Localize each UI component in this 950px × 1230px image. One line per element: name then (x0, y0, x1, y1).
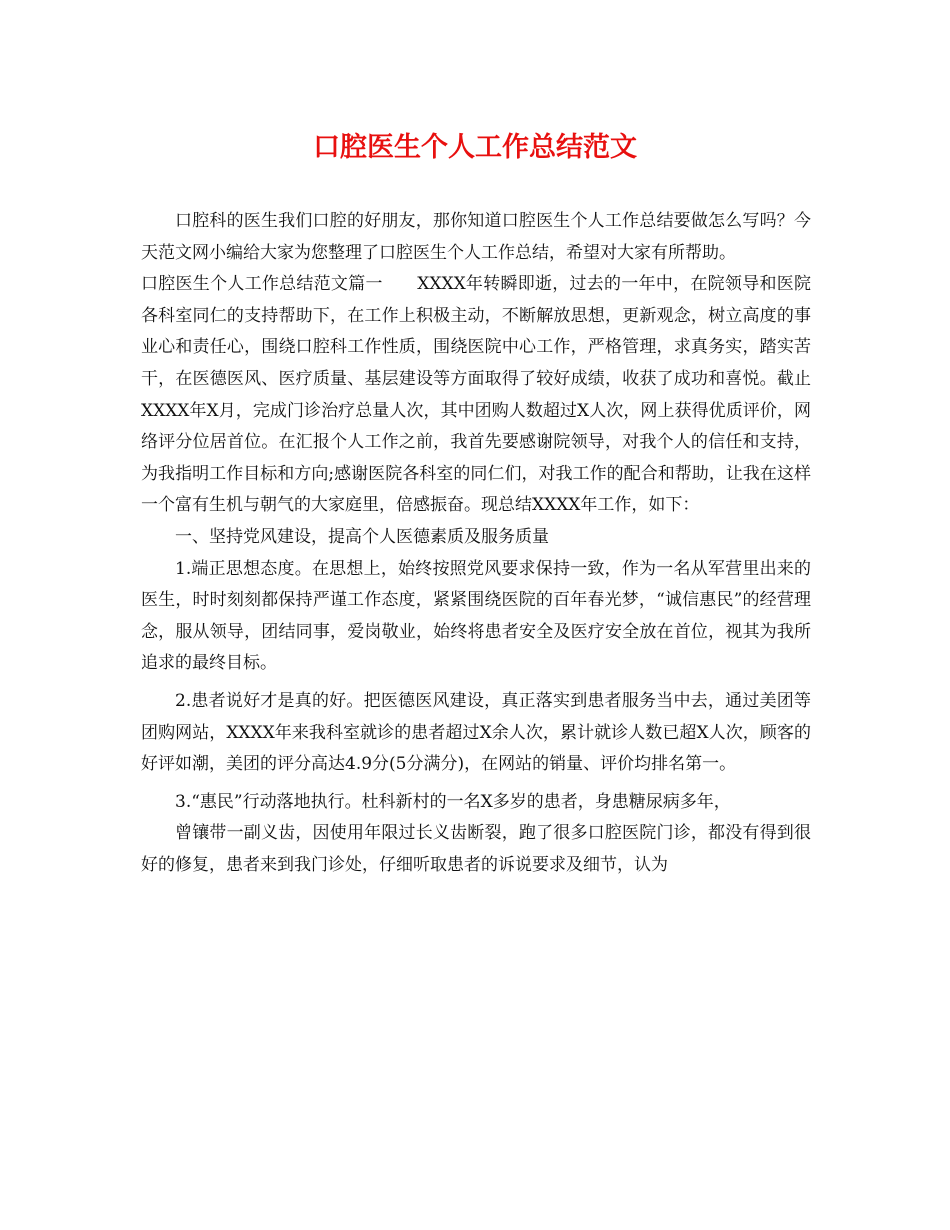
item-paragraph-3-continued: 曾镶带一副义齿，因使用年限过长义齿断裂，跑了很多口腔医院门诊，都没有得到很好的修复，患者来到我门诊处，仔细听取患者的诉说要求及细节，认为 (141, 823, 811, 875)
item-paragraph-1: 1.端正思想态度。在思想上，始终按照党风要求保持一致，作为一名从军营里出来的医生，时时刻刻都保持严谨工作态度，紧紧围绕医院的百年春光梦，“诚信惠民”的经营理念，服从领导，团结同事，爱岗敬业，始终将患者安全及医疗安全放在首位，视其为我所追求的最终目标。 (141, 558, 811, 674)
section-heading: 一、坚持党风建设，提高个人医德素质及服务质量 (175, 526, 549, 547)
item-paragraph-3: 3.“惠民”行动落地执行。杜科新村的一名X多岁的患者，身患糖尿病多年， (175, 791, 731, 812)
item-paragraph-2: 2.患者说好才是真的好。把医德医风建设，真正落实到患者服务当中去，通过美团等团购网站，XXXX年来我科室就诊的患者超过X余人次，累计就诊人数已超X人次，顾客的好评如潮，美团的评分高达4.9分(5分满分)，在网站的销量、评价均排名第一。 (141, 690, 811, 775)
document-title: 口腔医生个人工作总结范文 (313, 132, 637, 163)
summary-paragraph: 口腔医生个人工作总结范文篇一 XXXX年转瞬即逝，过去的一年中，在院领导和医院各科室同仁的支持帮助下，在工作上积极主动，不断解放思想，更新观念，树立高度的事业心和责任心，围绕口腔科工作性质，围绕医院中心工作，严格管理，求真务实，踏实苦干，在医德医风、医疗质量、基层建设等方面取得了较好成绩，收获了成功和喜悦。截止XXXX年X月，完成门诊治疗总量人次，其中团购人数超过X人次，网上获得优质评价，网络评分位居首位。在汇报个人工作之前，我首先要感谢院领导，对我个人的信任和支持，为我指明工作目标和方向;感谢医院各科室的同仁们，对我工作的配合和帮助，让我在这样一个富有生机与朝气的大家庭里，倍感振奋。现总结XXXX年工作，如下： (141, 274, 811, 516)
document-body (141, 206, 811, 881)
intro-paragraph: 口腔科的医生我们口腔的好朋友，那你知道口腔医生个人工作总结要做怎么写吗？今天范文网小编给大家为您整理了口腔医生个人工作总结，希望对大家有所帮助。 (141, 211, 811, 263)
